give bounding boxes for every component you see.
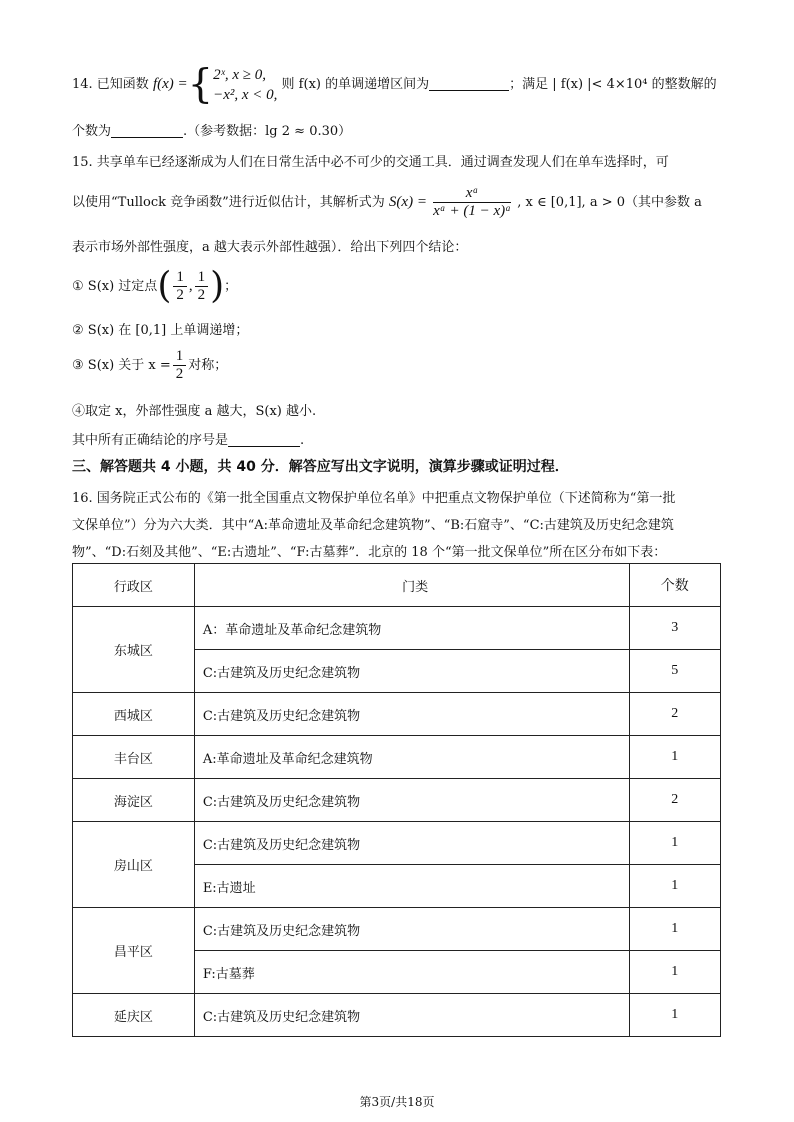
count-cell: 2: [629, 693, 720, 736]
q15-line2-b: , x ∈ [0,1], a > 0（其中参数 a: [517, 195, 702, 210]
q14-line2-b: .（参考数据：lg 2 ≈ 0.30）: [183, 124, 352, 139]
q15-sx: S(x) =: [388, 194, 427, 210]
q15-c3-a: ③ S(x) 关于 x =: [72, 358, 171, 373]
q15-num: xᵃ: [433, 185, 511, 203]
q15-ans-a: 其中所有正确结论的序号是: [72, 433, 229, 448]
district-cell: 东城区: [73, 607, 195, 693]
q16-line2: 文保单位”）分为六大类．其中“A:革命遗址及革命纪念建筑物”、“B:石窟寺”、“C:古建筑及历史纪念建筑: [72, 518, 674, 533]
q14-fx: f(x) =: [152, 76, 188, 92]
q14-prefix: 14. 已知函数: [72, 77, 149, 92]
district-table: [72, 563, 721, 1037]
category-cell: C:古建筑及历史纪念建筑物: [194, 994, 629, 1037]
col-header-district: 行政区: [73, 564, 195, 607]
paren-left: (: [157, 265, 172, 307]
q16-line1: 16. 国务院正式公布的《第一批全国重点文物保护单位名单》中把重点文物保护单位（下述简称为“第一批: [72, 491, 676, 506]
paren-right: ): [210, 265, 225, 307]
count-cell: 1: [629, 908, 720, 951]
q15-c1-a: ① S(x) 过定点: [72, 279, 158, 294]
q14-cases: [213, 65, 277, 105]
c1-frac1: [173, 269, 187, 304]
q15-blank[interactable]: [228, 432, 300, 447]
district-cell: 海淀区: [73, 779, 195, 822]
table-row: [73, 607, 721, 650]
q14-line2-a: 个数为: [72, 124, 112, 139]
q15-line1: 15. 共享单车已经逐渐成为人们在日常生活中必不可少的交通工具．通过调查发现人们在单车选择时，可: [72, 155, 669, 170]
district-cell: 延庆区: [73, 994, 195, 1037]
count-cell: 1: [629, 951, 720, 994]
c1-frac1-num: 1: [173, 269, 187, 287]
q15-ans-b: .: [300, 433, 305, 448]
q15-c1: [72, 266, 722, 306]
count-cell: 5: [629, 650, 720, 693]
comma: ,: [188, 278, 193, 294]
count-cell: 1: [629, 994, 720, 1037]
q14-case1: 2ˣ, x ≥ 0,: [213, 66, 266, 83]
q15-c3-b: 对称；: [188, 358, 228, 373]
q15-fraction: [433, 185, 511, 220]
table-row: [73, 994, 721, 1037]
count-cell: 1: [629, 736, 720, 779]
count-cell: 1: [629, 822, 720, 865]
c1-frac2-num: 1: [195, 269, 209, 287]
category-cell: C:古建筑及历史纪念建筑物: [194, 822, 629, 865]
q14-line2: [72, 120, 722, 139]
table-row: [73, 822, 721, 865]
q14-brace: {: [187, 61, 214, 108]
category-cell: C:古建筑及历史纪念建筑物: [194, 693, 629, 736]
q14-blank1[interactable]: [429, 76, 509, 91]
c3-frac-num: 1: [173, 348, 187, 366]
district-cell: 丰台区: [73, 736, 195, 779]
count-cell: 1: [629, 865, 720, 908]
q15-line3: 表示市场外部性强度，a 越大表示外部性越强）．给出下列四个结论：: [72, 240, 468, 255]
category-cell: C:古建筑及历史纪念建筑物: [194, 908, 629, 951]
q14-mid2: ；满足 | f(x) |< 4×10⁴ 的整数解的: [509, 77, 717, 92]
district-cell: 西城区: [73, 693, 195, 736]
q15-c1-b: ；: [224, 279, 238, 294]
col-header-category: 门类: [194, 564, 629, 607]
district-cell: 昌平区: [73, 908, 195, 994]
table-row: [73, 908, 721, 951]
q15-c2: ② S(x) 在 [0,1] 上单调递增；: [72, 323, 249, 338]
q14-blank2[interactable]: [111, 123, 183, 138]
table-header-row: [73, 564, 721, 607]
page-footer: 第3页/共18页: [359, 1095, 435, 1109]
q14-mid: 则 f(x) 的单调递增区间为: [281, 77, 430, 92]
section-3-heading: 三、解答题共 4 小题，共 40 分．解答应写出文字说明，演算步骤或证明过程．: [72, 459, 569, 475]
category-cell: A:革命遗址及革命纪念建筑物: [194, 736, 629, 779]
q14-case2: −x², x < 0,: [213, 86, 278, 103]
q15-line2-a: 以使用“Tullock 竞争函数”进行近似估计，其解析式为: [72, 195, 385, 210]
category-cell: C:古建筑及历史纪念建筑物: [194, 650, 629, 693]
category-cell: A：革命遗址及革命纪念建筑物: [194, 607, 629, 650]
count-cell: 3: [629, 607, 720, 650]
count-cell: 2: [629, 779, 720, 822]
category-cell: F:古墓葬: [194, 951, 629, 994]
q16-line3: 物”、“D:石刻及其他”、“E:古遗址”、“F:古墓葬”．北京的 18 个“第一批文保单位”所在区分布如下表：: [72, 545, 667, 560]
q15-answer: [72, 429, 722, 448]
category-cell: C:古建筑及历史纪念建筑物: [194, 779, 629, 822]
c1-frac2: [195, 269, 209, 304]
table-row: [73, 736, 721, 779]
table-row: [73, 693, 721, 736]
c3-frac: [173, 348, 187, 383]
c1-frac1-den: 2: [176, 287, 184, 303]
category-cell: E:古遗址: [194, 865, 629, 908]
district-cell: 房山区: [73, 822, 195, 908]
col-header-count: 个数: [629, 564, 720, 607]
q15-c4: ④取定 x，外部性强度 a 越大，S(x) 越小.: [72, 404, 317, 419]
q15-line2: [72, 180, 722, 224]
q15-den: xᵃ + (1 − x)ᵃ: [433, 203, 512, 219]
q15-c3: [72, 346, 722, 386]
table-row: [73, 779, 721, 822]
q14-line1: [72, 62, 722, 106]
c1-frac2-den: 2: [197, 287, 206, 303]
c3-frac-den: 2: [175, 366, 184, 382]
